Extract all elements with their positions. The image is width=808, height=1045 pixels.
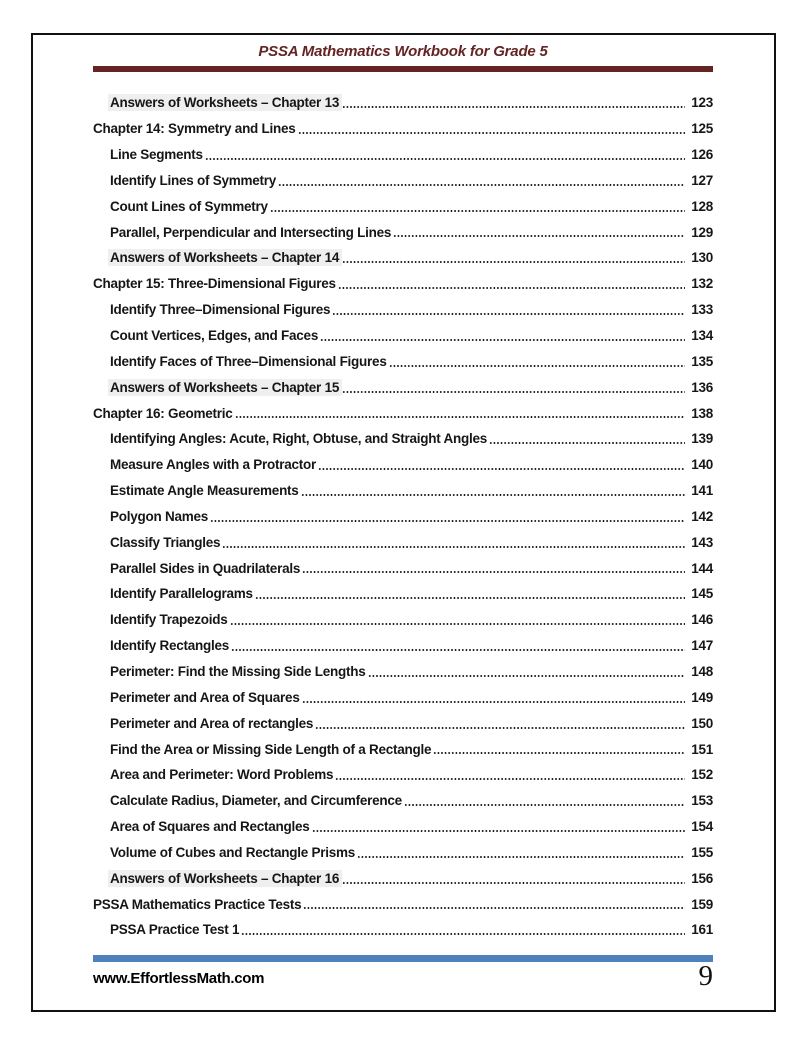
- toc-leader-dots: [235, 400, 685, 426]
- toc-entry[interactable]: [93, 271, 713, 297]
- toc-entry-label: Chapter 15: Three-Dimensional Figures: [93, 276, 336, 292]
- toc-entry-label: Volume of Cubes and Rectangle Prisms: [110, 844, 356, 860]
- toc-entry-label: Parallel, Perpendicular and Intersecting Lines: [110, 224, 392, 240]
- toc-leader-dots: [210, 504, 685, 530]
- toc-leader-dots: [303, 891, 685, 917]
- toc-entry-label: Area of Squares and Rectangles: [110, 819, 310, 835]
- toc-entry-label: Perimeter and Area of rectangles: [110, 715, 314, 731]
- toc-entry-page: 144: [691, 560, 713, 576]
- toc-entry[interactable]: [93, 142, 713, 168]
- toc-entry[interactable]: [93, 400, 713, 426]
- toc-entry-label: Answers of Worksheets – Chapter 15: [108, 379, 342, 396]
- toc-entry-page: 123: [691, 95, 713, 111]
- toc-entry[interactable]: [93, 684, 713, 710]
- toc-leader-dots: [205, 142, 685, 168]
- toc-entry[interactable]: [93, 581, 713, 607]
- toc-entry[interactable]: [93, 323, 713, 349]
- toc-entry-page: 146: [691, 612, 713, 628]
- toc-entry-page: 129: [691, 224, 713, 240]
- toc-leader-dots: [357, 839, 685, 865]
- toc-entry[interactable]: [93, 168, 713, 194]
- toc-entry-label: Perimeter and Area of Squares: [110, 689, 300, 705]
- toc-leader-dots: [320, 323, 685, 349]
- toc-leader-dots: [222, 529, 685, 555]
- toc-entry[interactable]: [93, 90, 713, 116]
- toc-entry[interactable]: [93, 736, 713, 762]
- toc-entry[interactable]: [93, 504, 713, 530]
- toc-entry-page: 130: [691, 250, 713, 266]
- toc-entry-page: 148: [691, 663, 713, 679]
- toc-leader-dots: [241, 917, 685, 943]
- toc-entry-label: Identify Rectangles: [110, 638, 230, 654]
- toc-entry[interactable]: [93, 193, 713, 219]
- footer-page-number: 9: [698, 960, 713, 992]
- toc-entry[interactable]: [93, 607, 713, 633]
- toc-entry-label: Polygon Names: [110, 508, 209, 524]
- toc-entry[interactable]: [93, 891, 713, 917]
- toc-entry-page: 149: [691, 689, 713, 705]
- toc-leader-dots: [433, 736, 685, 762]
- toc-leader-dots: [301, 478, 685, 504]
- toc-entry-page: 136: [691, 379, 713, 395]
- footer-website: www.EffortlessMath.com: [93, 970, 265, 987]
- toc-leader-dots: [315, 710, 685, 736]
- toc-entry-label: PSSA Mathematics Practice Tests: [93, 896, 302, 912]
- toc-entry-label: Calculate Radius, Diameter, and Circumference: [110, 793, 402, 809]
- toc-entry-page: 140: [691, 457, 713, 473]
- toc-entry[interactable]: [93, 348, 713, 374]
- header-rule: [93, 66, 713, 72]
- toc-entry-page: 151: [691, 741, 713, 757]
- toc-entry-page: 128: [691, 198, 713, 214]
- toc-entry-label: Classify Triangles: [110, 534, 221, 550]
- toc-leader-dots: [342, 865, 685, 891]
- toc-entry-page: 125: [691, 121, 713, 137]
- table-of-contents: [93, 90, 713, 943]
- toc-entry[interactable]: [93, 219, 713, 245]
- toc-entry-label: Identify Three–Dimensional Figures: [110, 302, 331, 318]
- toc-entry-label: Count Lines of Symmetry: [110, 198, 268, 214]
- toc-entry-label: Parallel Sides in Quadrilaterals: [110, 560, 301, 576]
- toc-entry[interactable]: [93, 762, 713, 788]
- toc-entry-page: 156: [691, 870, 713, 886]
- toc-entry-page: 134: [691, 328, 713, 344]
- toc-entry-label: Answers of Worksheets – Chapter 16: [108, 870, 342, 887]
- toc-entry-label: Answers of Worksheets – Chapter 13: [108, 94, 342, 111]
- toc-entry-label: Line Segments: [110, 147, 203, 163]
- toc-leader-dots: [342, 90, 685, 116]
- toc-entry[interactable]: [93, 788, 713, 814]
- toc-entry[interactable]: [93, 426, 713, 452]
- toc-entry-page: 126: [691, 147, 713, 163]
- toc-entry[interactable]: [93, 297, 713, 323]
- toc-entry-page: 139: [691, 431, 713, 447]
- toc-entry[interactable]: [93, 478, 713, 504]
- toc-entry[interactable]: [93, 633, 713, 659]
- toc-entry-label: Identify Parallelograms: [110, 586, 253, 602]
- toc-entry-label: Chapter 14: Symmetry and Lines: [93, 121, 296, 137]
- toc-entry-page: 145: [691, 586, 713, 602]
- toc-entry-page: 141: [691, 483, 713, 499]
- toc-leader-dots: [230, 607, 685, 633]
- toc-entry[interactable]: [93, 529, 713, 555]
- toc-entry[interactable]: [93, 374, 713, 400]
- toc-entry[interactable]: [93, 814, 713, 840]
- toc-leader-dots: [389, 348, 685, 374]
- toc-entry-label: Identify Lines of Symmetry: [110, 172, 277, 188]
- toc-entry-label: PSSA Practice Test 1: [110, 922, 240, 938]
- toc-entry-label: Identifying Angles: Acute, Right, Obtuse, and Straight Angles: [110, 431, 488, 447]
- toc-entry-label: Perimeter: Find the Missing Side Lengths: [110, 663, 366, 679]
- toc-entry-page: 159: [691, 896, 713, 912]
- toc-entry-label: Count Vertices, Edges, and Faces: [110, 328, 319, 344]
- toc-leader-dots: [298, 116, 685, 142]
- toc-leader-dots: [302, 684, 685, 710]
- toc-entry-page: 150: [691, 715, 713, 731]
- toc-entry-label: Answers of Worksheets – Chapter 14: [108, 249, 342, 266]
- toc-leader-dots: [342, 374, 685, 400]
- toc-entry[interactable]: [93, 116, 713, 142]
- page-header-title: PSSA Mathematics Workbook for Grade 5: [258, 43, 548, 60]
- toc-leader-dots: [318, 452, 685, 478]
- toc-entry-page: 142: [691, 508, 713, 524]
- toc-leader-dots: [368, 659, 685, 685]
- toc-leader-dots: [302, 555, 685, 581]
- toc-entry-page: 154: [691, 819, 713, 835]
- toc-entry[interactable]: [93, 555, 713, 581]
- toc-leader-dots: [489, 426, 685, 452]
- toc-entry-page: 161: [691, 922, 713, 938]
- toc-entry-page: 135: [691, 353, 713, 369]
- toc-entry-page: 147: [691, 638, 713, 654]
- toc-entry-page: 152: [691, 767, 713, 783]
- toc-entry[interactable]: [93, 659, 713, 685]
- toc-entry-label: Measure Angles with a Protractor: [110, 457, 317, 473]
- toc-entry-page: 132: [691, 276, 713, 292]
- toc-leader-dots: [255, 581, 685, 607]
- toc-entry[interactable]: [93, 245, 713, 271]
- toc-leader-dots: [278, 168, 685, 194]
- footer-rule: [93, 955, 713, 962]
- toc-leader-dots: [342, 245, 685, 271]
- toc-entry-label: Chapter 16: Geometric: [93, 405, 233, 421]
- toc-leader-dots: [312, 814, 685, 840]
- toc-entry-page: 133: [691, 302, 713, 318]
- toc-entry-page: 153: [691, 793, 713, 809]
- toc-entry[interactable]: [93, 917, 713, 943]
- toc-entry-page: 155: [691, 844, 713, 860]
- toc-entry-label: Area and Perimeter: Word Problems: [110, 767, 334, 783]
- toc-entry-label: Identify Faces of Three–Dimensional Figures: [110, 353, 387, 369]
- toc-leader-dots: [231, 633, 685, 659]
- toc-entry-label: Identify Trapezoids: [110, 612, 228, 628]
- toc-leader-dots: [270, 193, 685, 219]
- toc-entry[interactable]: [93, 865, 713, 891]
- toc-entry[interactable]: [93, 710, 713, 736]
- toc-entry[interactable]: [93, 839, 713, 865]
- toc-leader-dots: [393, 219, 685, 245]
- toc-entry[interactable]: [93, 452, 713, 478]
- toc-leader-dots: [404, 788, 685, 814]
- toc-entry-page: 127: [691, 172, 713, 188]
- toc-entry-page: 138: [691, 405, 713, 421]
- toc-leader-dots: [338, 271, 685, 297]
- toc-entry-page: 143: [691, 534, 713, 550]
- toc-leader-dots: [332, 297, 685, 323]
- toc-entry-label: Estimate Angle Measurements: [110, 483, 299, 499]
- toc-leader-dots: [335, 762, 685, 788]
- toc-entry-label: Find the Area or Missing Side Length of a Rectangle: [110, 741, 432, 757]
